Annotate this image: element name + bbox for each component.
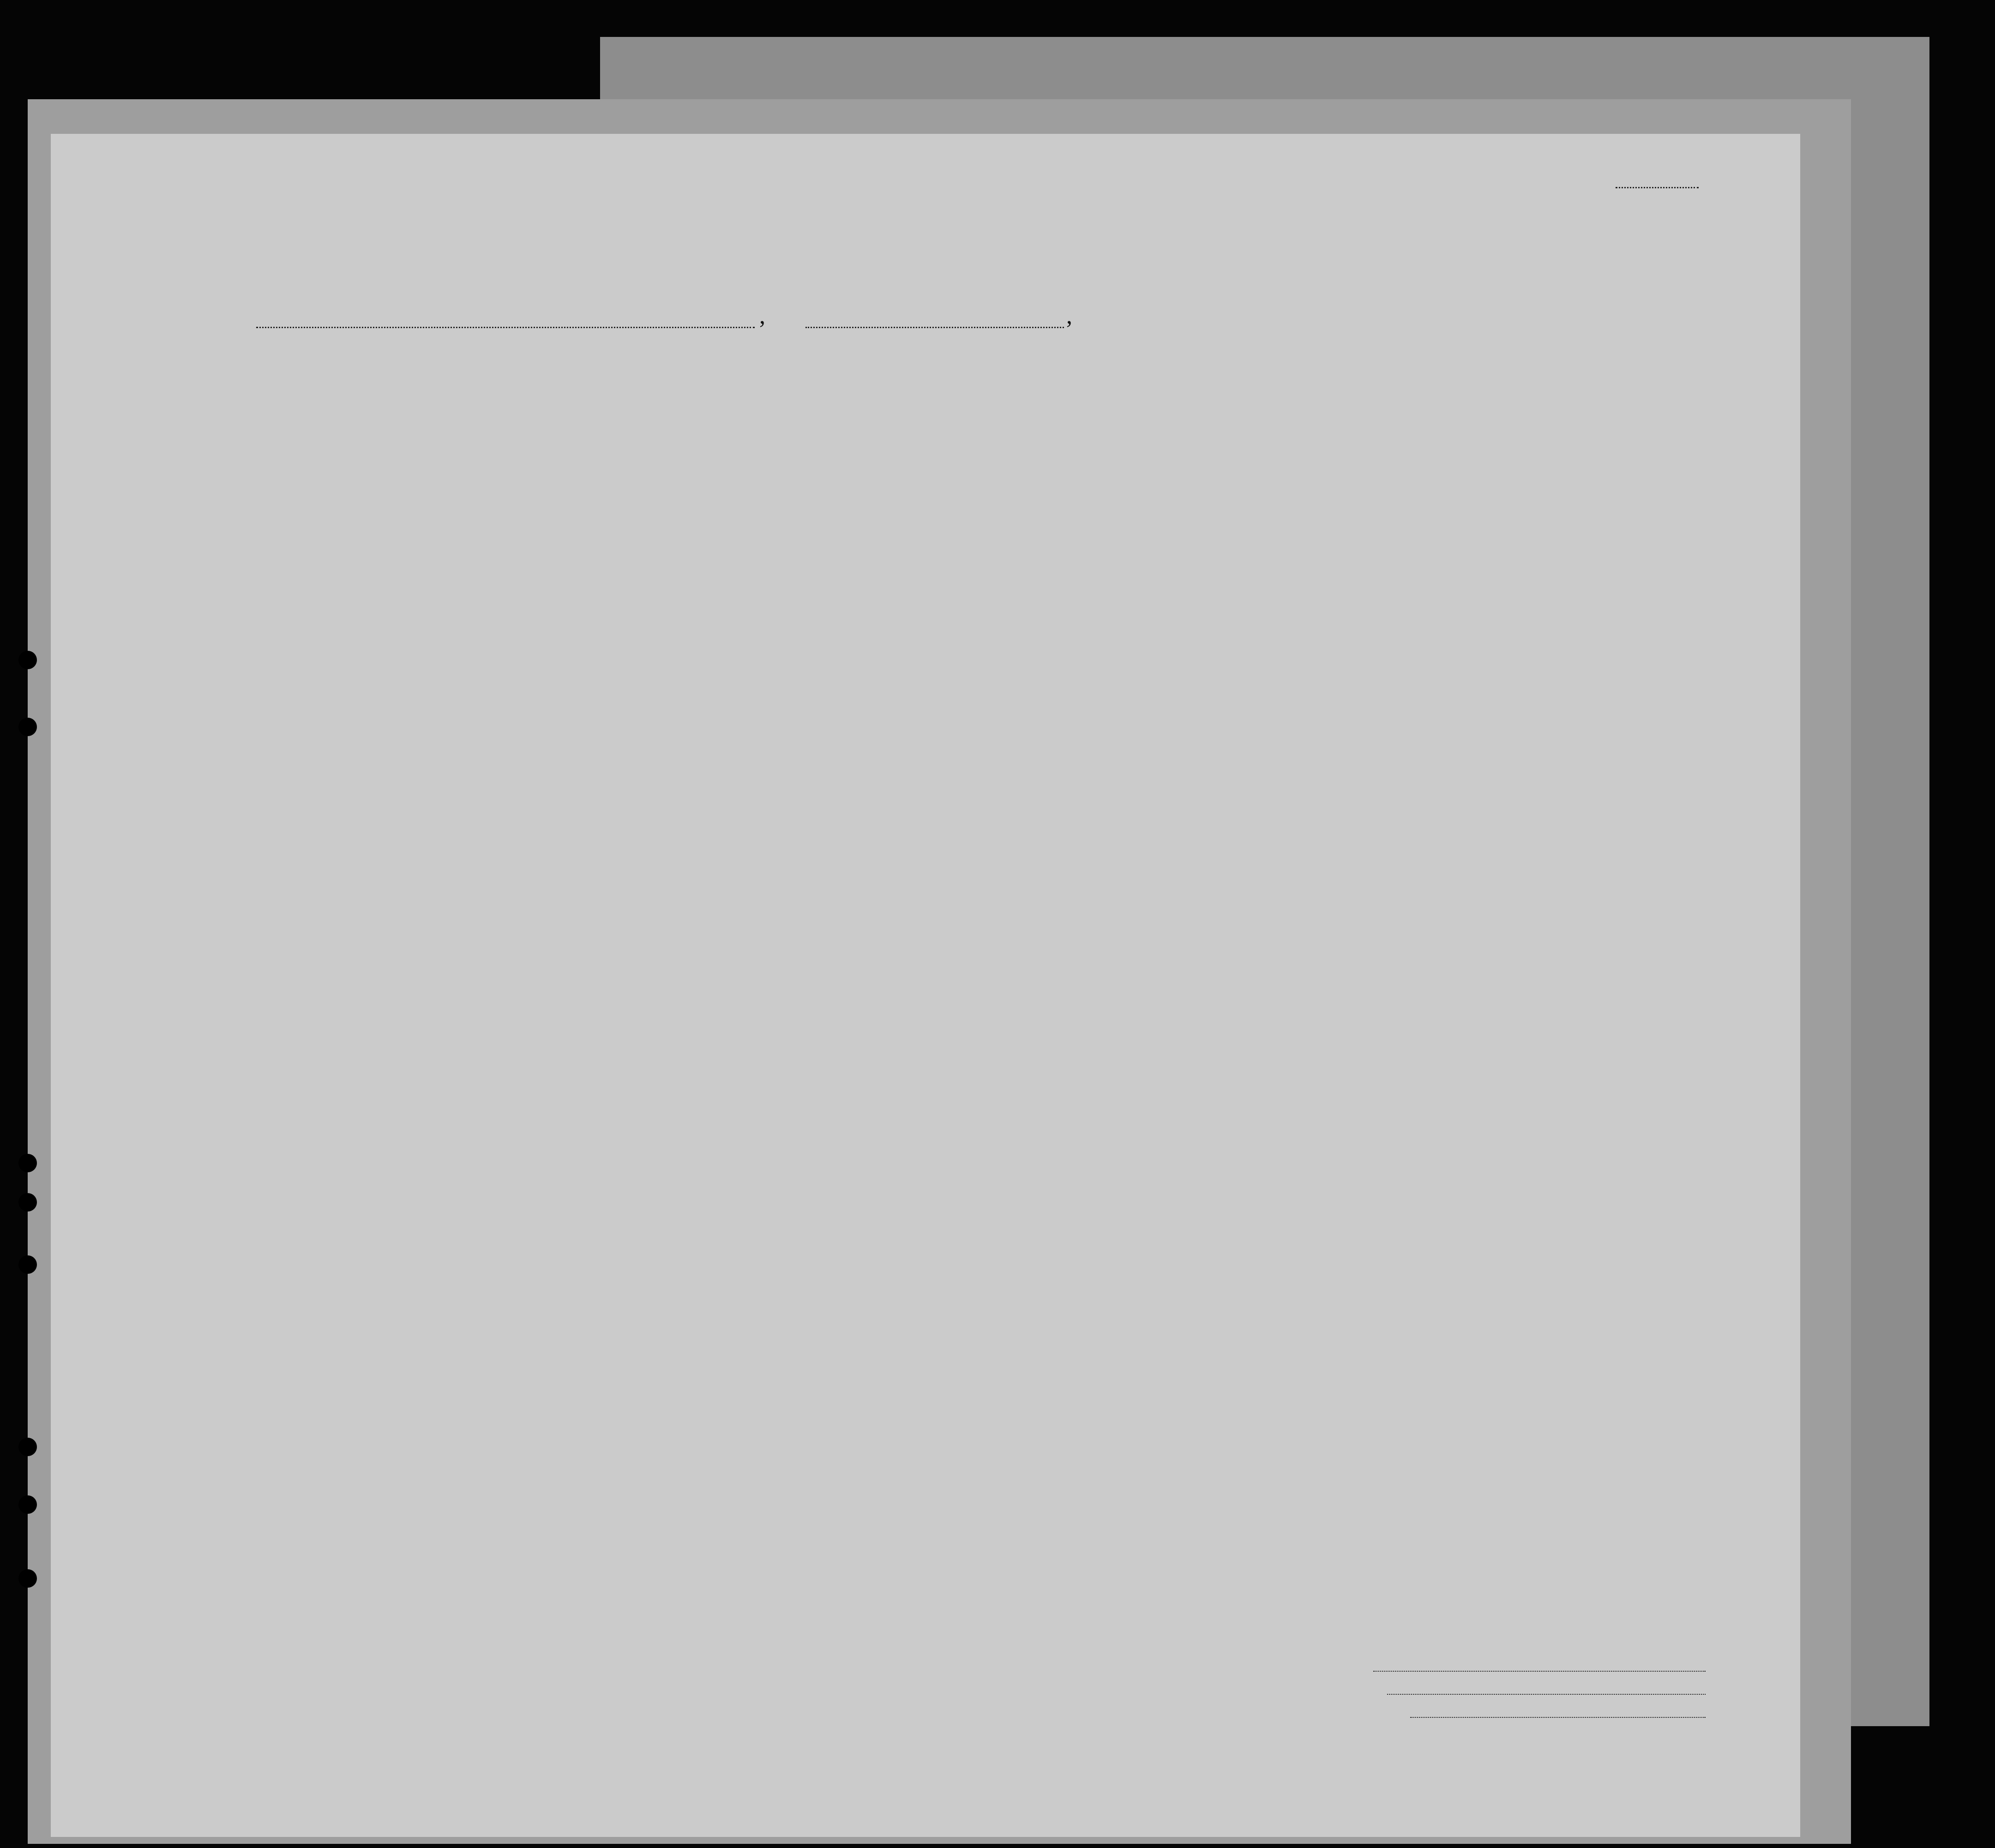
header-feet: [1483, 462, 1496, 498]
header-purpose-length: [1076, 406, 1103, 508]
header-ticket: [487, 383, 508, 508]
header-arrested: [1347, 383, 1368, 508]
header-prison: [1147, 383, 1179, 508]
header-inches: [1506, 462, 1520, 498]
header-fifty-dollars: [605, 378, 625, 517]
header-overthrow: [1235, 383, 1281, 508]
header-excluded: [1322, 383, 1343, 508]
header-labor-offer: [1288, 383, 1318, 508]
header-anarchist: [1209, 383, 1228, 508]
header-purpose-return: [1046, 406, 1073, 508]
header-purpose-citizen: [1106, 406, 1133, 508]
header-polygamist: [1184, 383, 1202, 508]
